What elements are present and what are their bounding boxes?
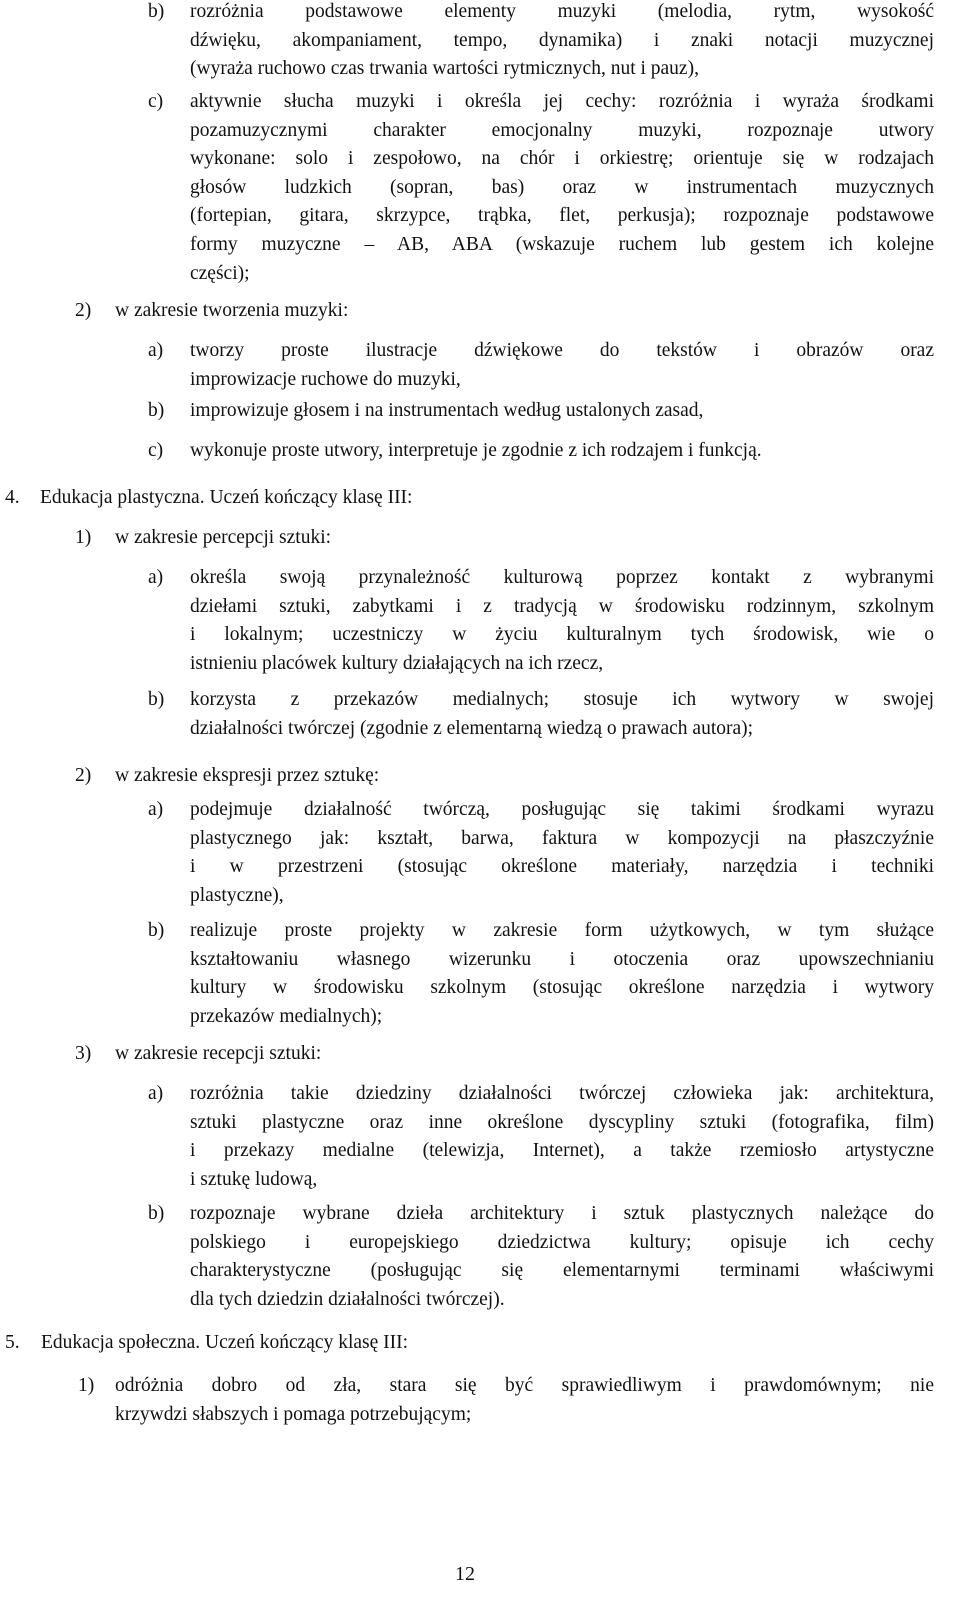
item-line: formy muzyczne – AB, ABA (wskazuje ruchem lub gestem ich kolejne (190, 233, 934, 255)
item-line: (wyraża ruchowo czas trwania wartości rytmicznych, nut i pauz), (190, 58, 699, 80)
item-label: b) (148, 920, 165, 941)
item-label: 1) (78, 1375, 95, 1396)
item-line: realizuje proste projekty w zakresie form użytkowych, w tym służące (190, 920, 934, 941)
item-label: a) (148, 799, 164, 820)
music-creation-heading (75, 297, 348, 326)
item-line: i lokalnym; uczestniczy w życiu kulturalnym tych środowisk, wie o (190, 624, 934, 646)
music-creation-item-b (148, 397, 703, 426)
section-heading: w zakresie tworzenia muzyki: (115, 300, 349, 321)
item-line: rozróżnia podstawowe elementy muzyki (melodia, rytm, wysokość (190, 1, 934, 22)
item-line: kształtowaniu własnego wizerunku i otoczenia oraz upowszechnianiu (190, 948, 934, 970)
music-creation-item-a (148, 337, 934, 394)
item-label: b) (148, 1203, 165, 1224)
item-line: dźwięku, akompaniament, tempo, dynamika) i znaki notacji muzycznej (190, 29, 934, 51)
art-expression-heading (75, 762, 379, 791)
social-education-heading (5, 1329, 408, 1358)
item-line: dla tych dziedzin działalności twórczej). (190, 1288, 505, 1310)
art-perception-heading (75, 524, 331, 553)
item-line: i sztukę ludową, (190, 1168, 318, 1190)
section-heading: Edukacja społeczna. Uczeń kończący klasę III: (41, 1332, 409, 1353)
section-heading: w zakresie recepcji sztuki: (115, 1043, 322, 1064)
item-label: b) (148, 1, 165, 22)
item-line: tworzy proste ilustracje dźwiękowe do tekstów i obrazów oraz (190, 340, 934, 361)
art-perception-item-b (148, 686, 934, 743)
music-item-b (148, 0, 934, 84)
item-line: dziełami sztuki, zabytkami i z tradycją w środowisku rodzinnym, szkolnym (190, 595, 934, 617)
item-line: krzywdzi słabszych i pomaga potrzebującym; (115, 1403, 472, 1425)
item-label: 2) (75, 300, 92, 321)
item-label: b) (148, 689, 165, 710)
item-label: 2) (75, 765, 92, 786)
art-education-heading (5, 484, 412, 513)
item-label: a) (148, 340, 164, 361)
art-reception-item-b (148, 1200, 934, 1314)
section-number: 4. (5, 487, 20, 508)
item-line: wykonuje proste utwory, interpretuje je zgodnie z ich rodzajem i funkcją. (190, 440, 762, 461)
item-line: istnieniu placówek kultury działających na ich rzecz, (190, 652, 604, 674)
item-line: charakterystyczne (posługując się elementarnymi terminami właściwymi (190, 1260, 934, 1282)
item-line: polskiego i europejskiego dziedzictwa kultury; opisuje ich cechy (190, 1231, 934, 1253)
item-line: części); (190, 262, 250, 284)
item-label: c) (148, 440, 164, 461)
item-line: kultury w środowisku szkolnym (stosując określone narzędzia i wytwory (190, 977, 934, 999)
item-line: korzysta z przekazów medialnych; stosuje ich wytwory w swojej (190, 689, 934, 710)
item-line: sztuki plastyczne oraz inne określone dyscypliny sztuki (fotografika, film) (190, 1111, 934, 1133)
art-expression-item-a (148, 796, 934, 910)
item-label: a) (148, 567, 164, 588)
item-line: przekazów medialnych); (190, 1005, 383, 1027)
item-line: rozróżnia takie dziedziny działalności twórczej człowieka jak: architektura, (190, 1083, 934, 1104)
art-reception-heading (75, 1040, 321, 1069)
section-heading: Edukacja plastyczna. Uczeń kończący klasę III: (40, 487, 413, 508)
item-line: (fortepian, gitara, skrzypce, trąbka, flet, perkusja); rozpoznaje podstawowe (190, 205, 934, 227)
art-expression-item-b (148, 917, 934, 1031)
item-line: rozpoznaje wybrane dzieła architektury i sztuk plastycznych należące do (190, 1203, 934, 1224)
section-heading: w zakresie ekspresji przez sztukę: (115, 765, 380, 786)
item-line: pozamuzycznymi charakter emocjonalny muzyki, rozpoznaje utwory (190, 119, 934, 141)
item-line: określa swoją przynależność kulturową poprzez kontakt z wybranymi (190, 567, 934, 588)
music-creation-item-c (148, 437, 762, 466)
item-line: aktywnie słucha muzyki i określa jej cechy: rozróżnia i wyraża środkami (190, 91, 934, 112)
item-label: 1) (75, 527, 92, 548)
music-item-c (148, 88, 934, 288)
item-line: i przekazy medialne (telewizja, Internet), a także rzemiosło artystyczne (190, 1140, 934, 1162)
item-line: głosów ludzkich (sopran, bas) oraz w instrumentach muzycznych (190, 176, 934, 198)
item-line: improwizacje ruchowe do muzyki, (190, 368, 461, 390)
item-line: działalności twórczej (zgodnie z elementarną wiedzą o prawach autora); (190, 717, 754, 739)
social-item-1 (78, 1372, 934, 1429)
item-label: b) (148, 400, 165, 421)
item-line: improwizuje głosem i na instrumentach według ustalonych zasad, (190, 400, 704, 421)
item-label: 3) (75, 1043, 92, 1064)
item-line: odróżnia dobro od zła, stara się być sprawiedliwym i prawdomównym; nie (115, 1375, 934, 1396)
item-line: i w przestrzeni (stosując określone materiały, narzędzia i techniki (190, 856, 934, 878)
art-perception-item-a (148, 564, 934, 678)
item-line: plastycznego jak: kształt, barwa, faktura w kompozycji na płaszczyźnie (190, 827, 934, 849)
item-label: c) (148, 91, 164, 112)
item-line: wykonane: solo i zespołowo, na chór i orkiestrę; orientuje się w rodzajach (190, 148, 934, 170)
section-number: 5. (5, 1332, 20, 1353)
item-label: a) (148, 1083, 164, 1104)
item-line: plastyczne), (190, 884, 284, 906)
art-reception-item-a (148, 1080, 934, 1194)
section-heading: w zakresie percepcji sztuki: (115, 527, 332, 548)
item-line: podejmuje działalność twórczą, posługując się takimi środkami wyrazu (190, 799, 934, 820)
page-number: 12 (455, 1563, 475, 1585)
